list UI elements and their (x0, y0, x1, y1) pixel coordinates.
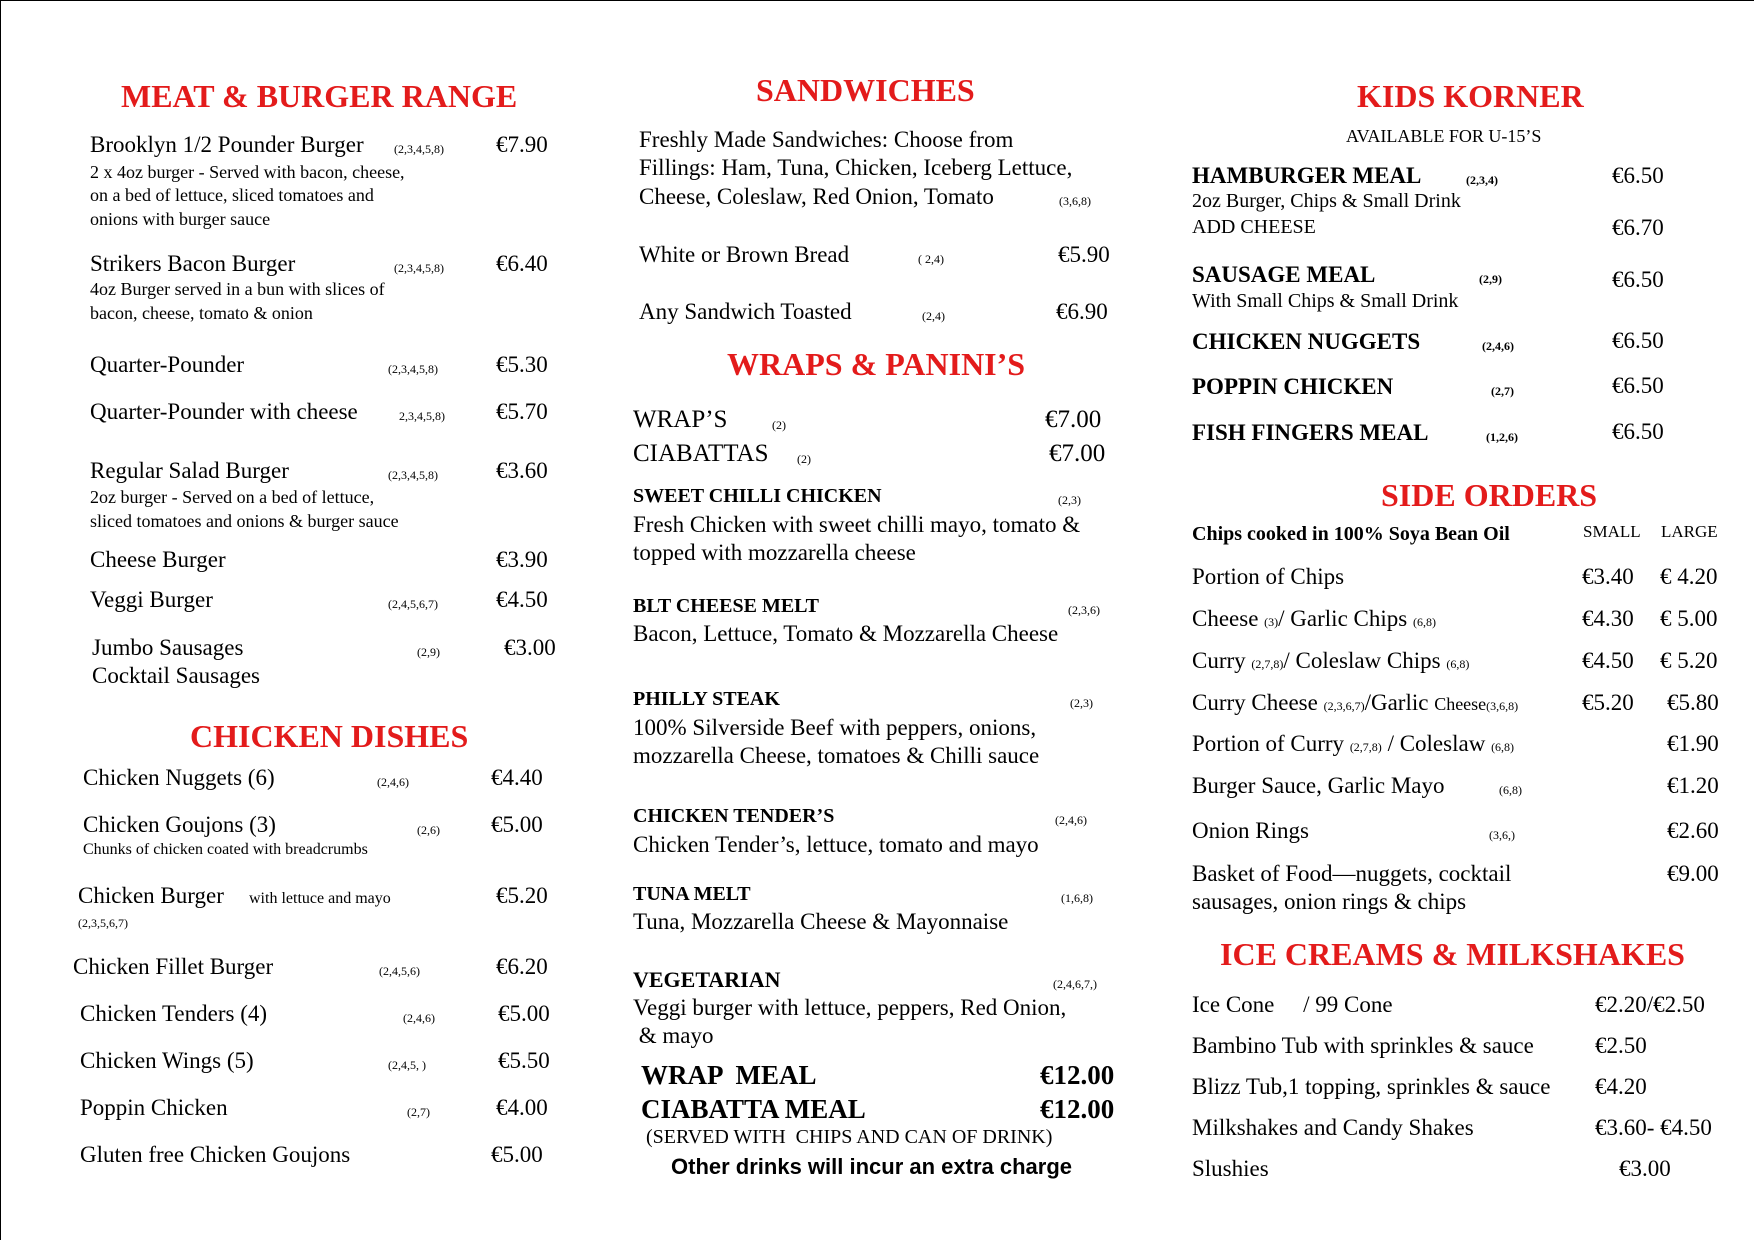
salad-price: €3.60 (496, 458, 548, 483)
tenders-allergens: (2,4,6) (403, 1011, 435, 1025)
brooklyn-price: €7.90 (496, 132, 548, 157)
sandwich-intro: Freshly Made Sandwiches: Choose from (639, 127, 1014, 152)
brooklyn-desc: on a bed of lettuce, sliced tomatoes and (90, 185, 374, 205)
kids-nuggets-name: CHICKEN NUGGETS (1192, 329, 1421, 354)
served-with-note: (SERVED WITH CHIPS AND CAN OF DRINK) (646, 1126, 1053, 1148)
sides-heading: SIDE ORDERS (1381, 477, 1598, 513)
side-garlic-allergens: (6,8) (1412, 615, 1436, 629)
side-portion-coleslaw-allergens: (6,8) (1491, 740, 1515, 754)
poppin-allergens: (2,7) (407, 1105, 430, 1119)
wrap-meal-name: WRAP MEAL (641, 1060, 817, 1090)
filling-desc: 100% Silverside Beef with peppers, onions, (633, 715, 1037, 740)
tenders-price: €5.00 (498, 1001, 550, 1026)
chicken-nuggets-name: Chicken Nuggets (6) (83, 765, 275, 790)
wrap-meal-price: €12.00 (1040, 1060, 1115, 1090)
filling-desc: topped with mozzarella cheese (633, 540, 916, 565)
side-garlic-label: / Garlic Chips (1278, 606, 1413, 631)
filling-desc: Bacon, Lettuce, Tomato & Mozzarella Cheese (633, 621, 1059, 646)
side-portion-curry-price: €1.90 (1667, 731, 1719, 756)
chicken-burger-name: Chicken Burger (78, 883, 224, 908)
side-garlic-cheese-word: Cheese (1434, 694, 1487, 714)
gluten-free-name: Gluten free Chicken Goujons (80, 1142, 351, 1167)
cheese-burger-price: €3.90 (496, 547, 548, 572)
wrap-name: WRAP’S (633, 406, 728, 433)
chicken-burger-extra: with lettuce and mayo (249, 890, 391, 907)
col-small-header: SMALL (1583, 522, 1641, 541)
kids-add-cheese-price: €6.70 (1612, 215, 1664, 240)
kids-fish-price: €6.50 (1612, 419, 1664, 444)
side-portion-coleslaw-label: / Coleslaw (1381, 731, 1492, 756)
ice-price: €2.50 (1595, 1033, 1647, 1058)
kids-nuggets-price: €6.50 (1612, 328, 1664, 353)
side-basket-price: €9.00 (1667, 861, 1719, 886)
kids-poppin-name: POPPIN CHICKEN (1192, 374, 1394, 399)
goujons-name: Chicken Goujons (3) (83, 812, 276, 837)
veggi-allergens: (2,4,5,6,7) (388, 597, 438, 611)
kids-hamburger-allergens: (2,3,4) (1466, 173, 1498, 187)
gluten-free-price: €5.00 (491, 1142, 543, 1167)
ice-item: Slushies (1192, 1156, 1269, 1181)
meat-heading: MEAT & BURGER RANGE (121, 78, 518, 114)
side-burger-sauce-price: €1.20 (1667, 773, 1719, 798)
ice-price: €3.60- €4.50 (1595, 1115, 1712, 1140)
filling-desc: Chicken Tender’s, lettuce, tomato and mayo (633, 832, 1039, 857)
side-portion-chips-large: € 4.20 (1660, 564, 1718, 589)
goujons-price: €5.00 (491, 812, 543, 837)
filling-name: CHICKEN TENDER’S (633, 805, 835, 827)
brooklyn-name: Brooklyn 1/2 Pounder Burger (90, 132, 364, 157)
side-curry-label: Curry (1192, 648, 1252, 673)
drinks-note: Other drinks will incur an extra charge (671, 1154, 1073, 1179)
side-curry-cheese (1192, 690, 1518, 716)
kids-sausage-allergens: (2,9) (1479, 272, 1502, 286)
side-burger-sauce-allergens: (6,8) (1499, 783, 1522, 797)
filling-name: BLT CHEESE MELT (633, 595, 820, 617)
kids-add-cheese: ADD CHEESE (1192, 216, 1316, 238)
side-curry-coleslaw (1192, 648, 1469, 674)
col-large-header: LARGE (1661, 522, 1718, 541)
cheese-burger-name: Cheese Burger (90, 547, 226, 572)
jumbo-allergens: (2,9) (417, 645, 440, 659)
kids-hamburger-price: €6.50 (1612, 163, 1664, 188)
ciabatta-price: €7.00 (1049, 440, 1106, 467)
strikers-allergens: (2,3,4,5,8) (394, 261, 444, 275)
side-portion-curry-allergens: (2,7,8) (1349, 740, 1382, 754)
jumbo-name: Jumbo Sausages (92, 635, 244, 660)
kids-fish-allergens: (1,2,6) (1486, 430, 1518, 444)
side-coleslaw-allergens: (6,8) (1446, 657, 1470, 671)
side-onion-rings: Onion Rings (1192, 818, 1309, 843)
side-curry-cheese-small: €5.20 (1582, 690, 1634, 715)
filling-desc: Veggi burger with lettuce, peppers, Red Onion, (633, 995, 1067, 1020)
side-curry-allergens: (2,7,8) (1251, 657, 1284, 671)
chicken-nuggets-allergens: (2,4,6) (377, 775, 409, 789)
ciabatta-allergens: (2) (797, 452, 811, 466)
filling-desc: & mayo (633, 1023, 714, 1048)
strikers-price: €6.40 (496, 251, 548, 276)
side-cheese-garlic-large: € 5.00 (1660, 606, 1718, 631)
kids-sausage-price: €6.50 (1612, 267, 1664, 292)
toasted-price: €6.90 (1056, 299, 1108, 324)
ice-price: €2.20/€2.50 (1595, 992, 1705, 1017)
filling-desc: Tuna, Mozzarella Cheese & Mayonnaise (633, 909, 1009, 934)
salad-desc: 2oz burger - Served on a bed of lettuce, (90, 487, 375, 507)
jumbo-price: €3.00 (504, 635, 556, 660)
sandwich-intro-allergens: (3,6,8) (1059, 194, 1091, 208)
side-onion-rings-price: €2.60 (1667, 818, 1719, 843)
filling-name: PHILLY STEAK (633, 688, 780, 710)
filling-allergens: (1,6,8) (1061, 891, 1093, 905)
ice-item: Ice Cone / 99 Cone (1192, 992, 1393, 1017)
wings-price: €5.50 (498, 1048, 550, 1073)
side-cheese-allergens: (3) (1264, 615, 1279, 629)
kids-sausage-name: SAUSAGE MEAL (1192, 262, 1376, 287)
chicken-nuggets-price: €4.40 (491, 765, 543, 790)
wings-name: Chicken Wings (5) (80, 1048, 254, 1073)
side-curry-cheese-large: €5.80 (1667, 690, 1719, 715)
quarter-price: €5.30 (496, 352, 548, 377)
bread-allergens: ( 2,4) (918, 252, 944, 266)
side-portion-chips: Portion of Chips (1192, 564, 1345, 589)
filling-allergens: (2,3) (1058, 493, 1081, 507)
wraps-heading: WRAPS & PANINI’S (727, 346, 1026, 382)
kids-sausage-desc: With Small Chips & Small Drink (1192, 290, 1459, 312)
filling-allergens: (2,4,6,7,) (1053, 977, 1097, 991)
side-burger-sauce: Burger Sauce, Garlic Mayo (1192, 773, 1445, 798)
brooklyn-desc: 2 x 4oz burger - Served with bacon, cheese, (90, 162, 405, 182)
fillet-name: Chicken Fillet Burger (73, 954, 274, 979)
side-curry-coleslaw-small: €4.50 (1582, 648, 1634, 673)
side-cheese-label: Cheese (1192, 606, 1265, 631)
side-garlic-cheese-allergens: (3,6,8) (1486, 699, 1519, 713)
ciabatta-meal-name: CIABATTA MEAL (641, 1094, 866, 1124)
chicken-heading: CHICKEN DISHES (190, 718, 469, 754)
side-onion-rings-allergens: (3,6,) (1489, 828, 1515, 842)
quarter-cheese-price: €5.70 (496, 399, 548, 424)
ciabatta-name: CIABATTAS (633, 440, 769, 467)
quarter-name: Quarter-Pounder (90, 352, 245, 377)
filling-allergens: (2,4,6) (1055, 813, 1087, 827)
kids-heading: KIDS KORNER (1357, 78, 1584, 114)
side-curry-coleslaw-large: € 5.20 (1660, 648, 1718, 673)
toasted-allergens: (2,4) (922, 309, 945, 323)
cocktail-name: Cocktail Sausages (92, 663, 260, 688)
bread-price: €5.90 (1058, 242, 1110, 267)
tenders-name: Chicken Tenders (4) (80, 1001, 268, 1026)
brooklyn-allergens: (2,3,4,5,8) (394, 142, 444, 156)
side-coleslaw-label: / Coleslaw Chips (1283, 648, 1447, 673)
poppin-price: €4.00 (496, 1095, 548, 1120)
side-portion-curry-label: Portion of Curry (1192, 731, 1350, 756)
filling-name: SWEET CHILLI CHICKEN (633, 485, 882, 507)
sandwich-intro: Cheese, Coleslaw, Red Onion, Tomato (639, 184, 994, 209)
ice-item: Bambino Tub with sprinkles & sauce (1192, 1033, 1534, 1058)
ice-item: Milkshakes and Candy Shakes (1192, 1115, 1474, 1140)
kids-fish-name: FISH FINGERS MEAL (1192, 420, 1429, 445)
side-curry-cheese-allergens: (2,3,6,7) (1323, 699, 1365, 713)
side-portion-chips-small: €3.40 (1582, 564, 1634, 589)
side-portion-curry (1192, 731, 1514, 757)
chicken-burger-allergens: (2,3,5,6,7) (78, 916, 128, 930)
salad-allergens: (2,3,4,5,8) (388, 468, 438, 482)
filling-allergens: (2,3) (1070, 696, 1093, 710)
kids-poppin-price: €6.50 (1612, 373, 1664, 398)
salad-name: Regular Salad Burger (90, 458, 289, 483)
kids-subheading: AVAILABLE FOR U-15’S (1346, 126, 1542, 146)
side-basket: Basket of Food—nuggets, cocktail (1192, 861, 1512, 886)
quarter-allergens: (2,3,4,5,8) (388, 362, 438, 376)
wrap-allergens: (2) (772, 418, 786, 432)
filling-desc: Fresh Chicken with sweet chilli mayo, tomato & (633, 512, 1081, 537)
ciabatta-meal-price: €12.00 (1040, 1094, 1115, 1124)
sides-note: Chips cooked in 100% Soya Bean Oil (1192, 523, 1510, 545)
wings-allergens: (2,4,5, ) (388, 1058, 426, 1072)
filling-name: TUNA MELT (633, 883, 751, 905)
quarter-cheese-allergens: 2,3,4,5,8) (399, 409, 445, 423)
strikers-desc: 4oz Burger served in a bun with slices of (90, 279, 385, 299)
filling-allergens: (2,3,6) (1068, 603, 1100, 617)
goujons-allergens: (2,6) (417, 823, 440, 837)
filling-name: VEGETARIAN (633, 967, 781, 992)
quarter-cheese-name: Quarter-Pounder with cheese (90, 399, 358, 424)
chicken-burger-price: €5.20 (496, 883, 548, 908)
strikers-desc: bacon, cheese, tomato & onion (90, 303, 313, 323)
strikers-name: Strikers Bacon Burger (90, 251, 296, 276)
veggi-price: €4.50 (496, 587, 548, 612)
ice-item: Blizz Tub,1 topping, sprinkles & sauce (1192, 1074, 1551, 1099)
salad-desc: sliced tomatoes and onions & burger sauce (90, 511, 399, 531)
bread-name: White or Brown Bread (639, 242, 850, 267)
ice-price: €3.00 (1619, 1156, 1671, 1181)
veggi-name: Veggi Burger (90, 587, 213, 612)
kids-nuggets-allergens: (2,4,6) (1482, 339, 1514, 353)
kids-hamburger-name: HAMBURGER MEAL (1192, 163, 1422, 188)
brooklyn-desc: onions with burger sauce (90, 209, 271, 229)
sandwiches-heading: SANDWICHES (756, 72, 975, 108)
poppin-name: Poppin Chicken (80, 1095, 228, 1120)
fillet-allergens: (2,4,5,6) (379, 964, 420, 978)
kids-hamburger-desc: 2oz Burger, Chips & Small Drink (1192, 190, 1461, 212)
side-garlic-cheese-label: /Garlic (1364, 690, 1435, 715)
filling-desc: mozzarella Cheese, tomatoes & Chilli sauce (633, 743, 1040, 768)
ice-price: €4.20 (1595, 1074, 1647, 1099)
goujons-desc: Chunks of chicken coated with breadcrumbs (83, 841, 368, 858)
sandwich-intro: Fillings: Ham, Tuna, Chicken, Iceberg Lettuce, (639, 155, 1073, 180)
side-cheese-garlic-small: €4.30 (1582, 606, 1634, 631)
side-curry-cheese-label: Curry Cheese (1192, 690, 1324, 715)
toasted-name: Any Sandwich Toasted (639, 299, 852, 324)
side-basket: sausages, onion rings & chips (1192, 889, 1467, 914)
kids-poppin-allergens: (2,7) (1491, 384, 1514, 398)
side-cheese-garlic (1192, 606, 1436, 632)
fillet-price: €6.20 (496, 954, 548, 979)
wrap-price: €7.00 (1045, 406, 1102, 433)
ice-heading: ICE CREAMS & MILKSHAKES (1220, 936, 1685, 972)
